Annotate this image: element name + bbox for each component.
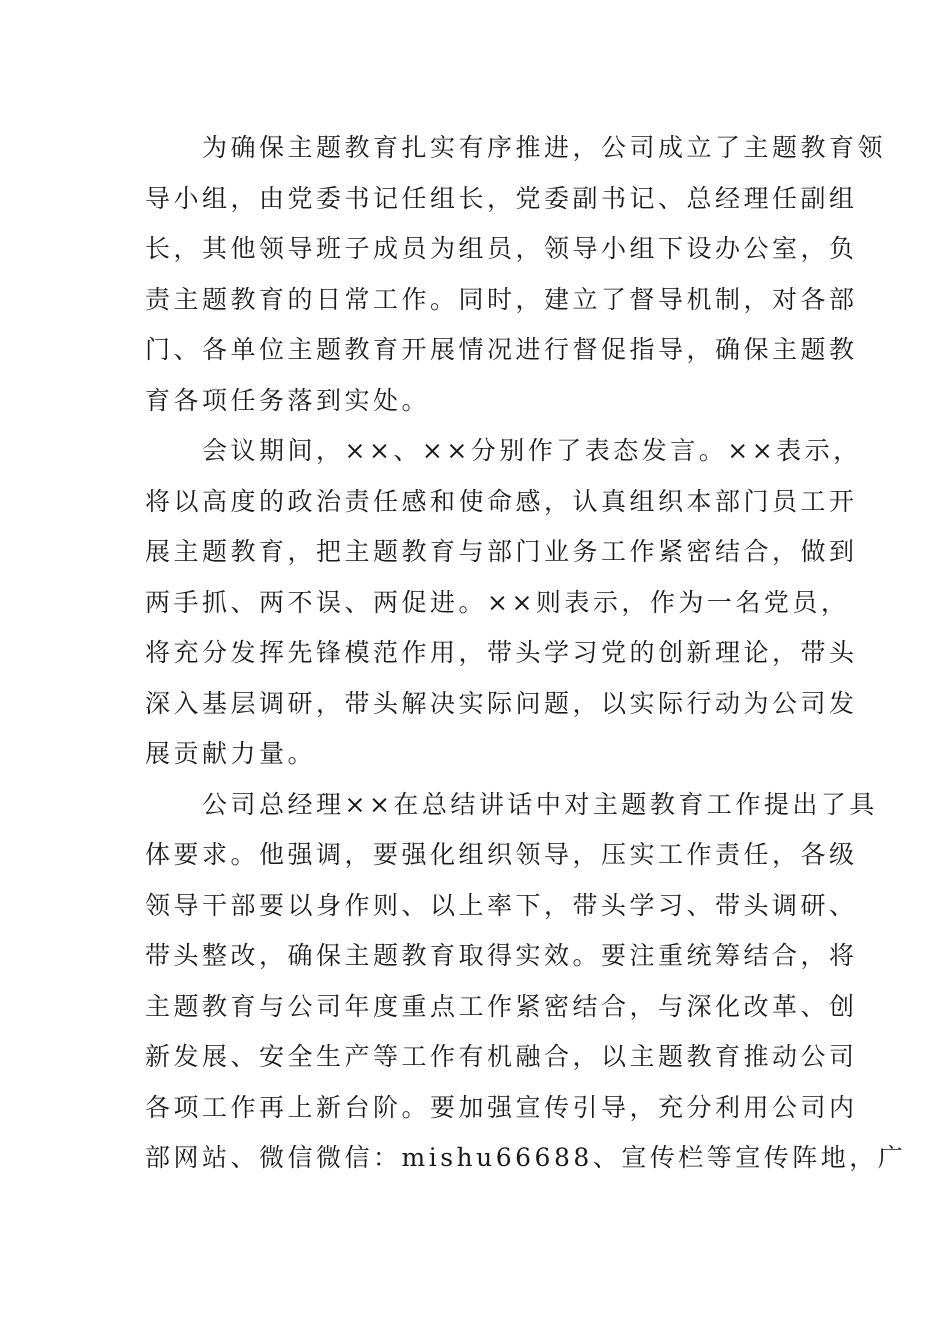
text-line: 展主题教育，把主题教育与部门业务工作紧密结合，做到	[145, 537, 858, 566]
text-line: 领导干部要以身作则、以上率下，带头学习、带头调研、	[145, 890, 858, 920]
text-line: 公司总经理××在总结讲话中对主题教育工作提出了具	[145, 789, 878, 819]
text-line: 主题教育与公司年度重点工作紧密结合，与深化改革、创	[145, 991, 858, 1021]
paragraph-3	[145, 780, 907, 1184]
text-line: 展贡献力量。	[145, 739, 317, 768]
text-line: 深入基层调研，带头解决实际问题，以实际行动为公司发	[145, 688, 858, 718]
text-line: 将充分发挥先锋模范作用，带头学习党的创新理论，带头	[145, 638, 858, 667]
text-line: 各项工作再上新台阶。要加强宣传引导，充分利用公司内	[145, 1092, 858, 1122]
text-line: 两手抓、两不误、两促进。××则表示，作为一名党员，	[145, 587, 850, 617]
paragraph-1	[145, 123, 887, 426]
text-line: 会议期间，××、××分别作了表态发言。××表示，	[145, 436, 862, 465]
text-line: 部网站、微信微信：mishu66688、宣传栏等宣传阵地，广	[145, 1143, 907, 1172]
text-line: 新发展、安全生产等工作有机融合，以主题教育推动公司	[145, 1042, 858, 1071]
text-line: 为确保主题教育扎实有序推进，公司成立了主题教育领	[145, 133, 887, 162]
text-line: 责主题教育的日常工作。同时，建立了督导机制，对各部	[145, 284, 858, 314]
text-line: 带头整改，确保主题教育取得实效。要注重统筹结合，将	[145, 941, 858, 970]
text-line: 将以高度的政治责任感和使命感，认真组织本部门员工开	[145, 486, 858, 516]
text-line: 长，其他领导班子成员为组员，领导小组下设办公室，负	[145, 234, 858, 263]
text-line: 育各项任务落到实处。	[145, 385, 431, 415]
document-body	[145, 123, 907, 1184]
text-line: 导小组，由党委书记任组长，党委副书记、总经理任副组	[145, 183, 858, 213]
paragraph-2	[145, 426, 862, 780]
text-line: 体要求。他强调，要强化组织领导，压实工作责任，各级	[145, 840, 858, 869]
text-line: 门、各单位主题教育开展情况进行督促指导，确保主题教	[145, 335, 858, 364]
